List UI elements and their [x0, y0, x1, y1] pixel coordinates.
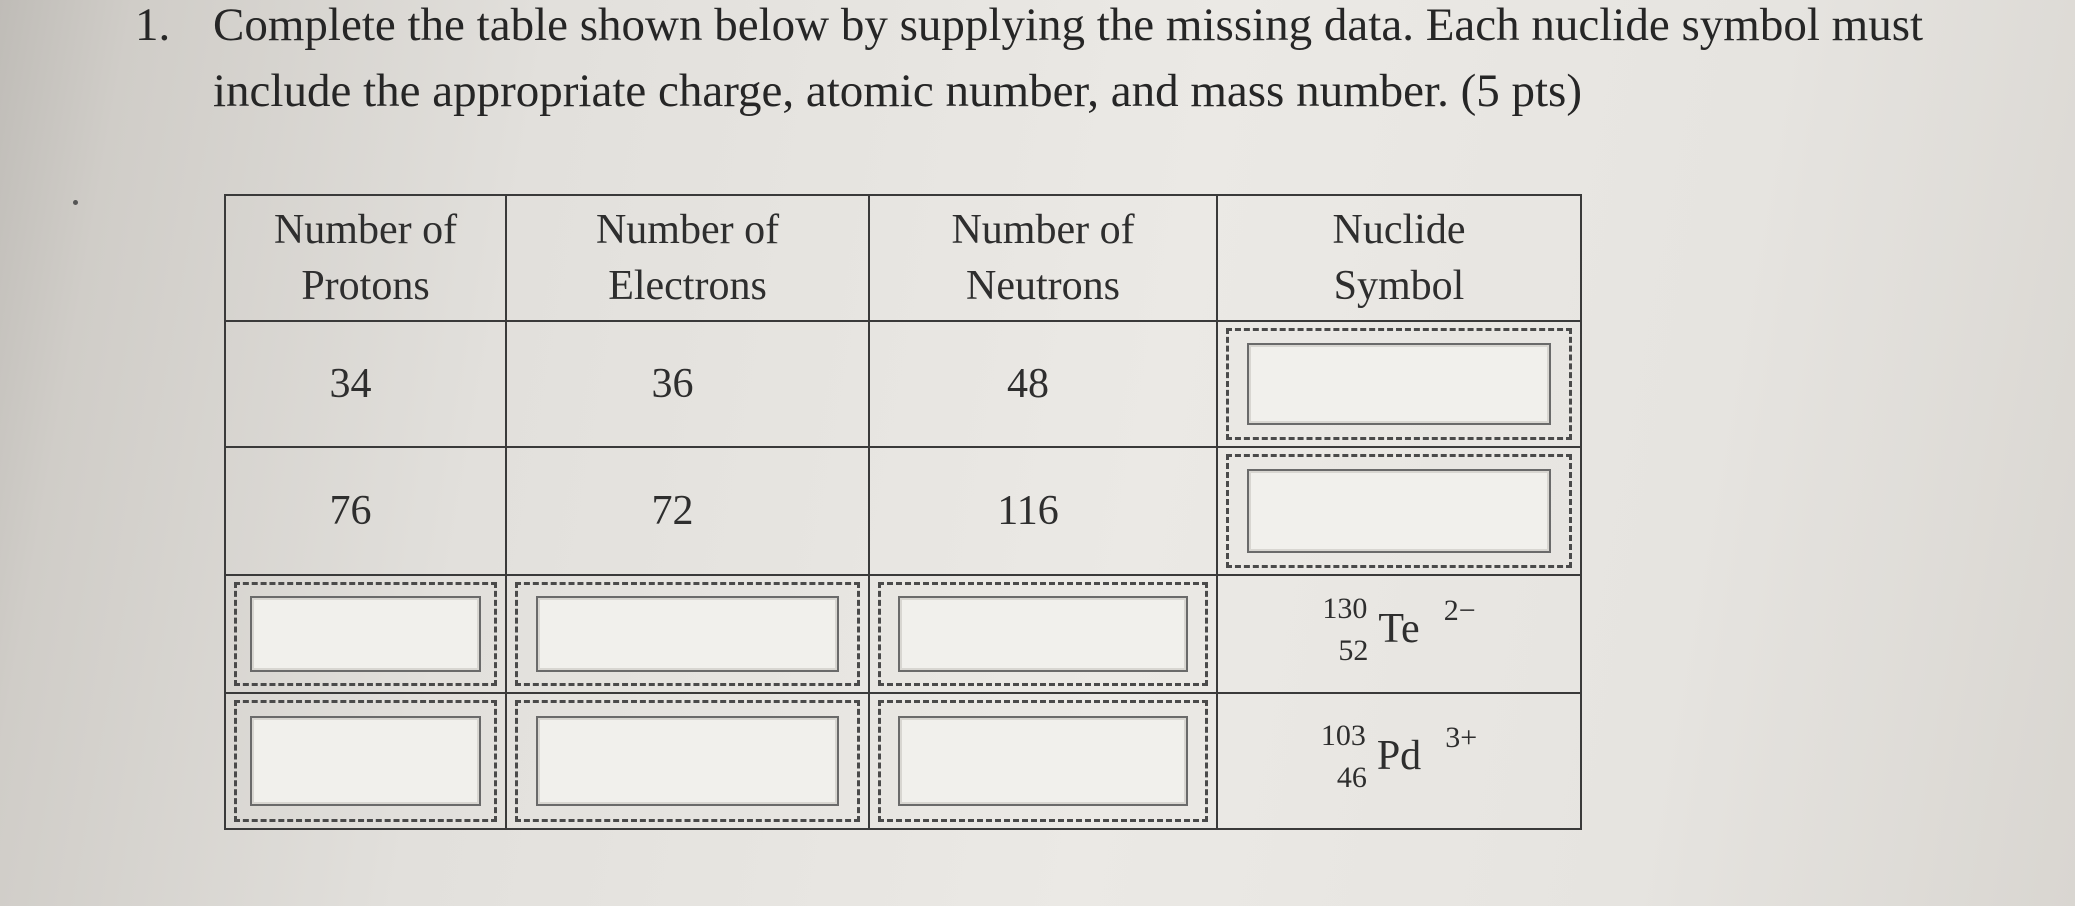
question-number: 1. — [135, 0, 171, 51]
neutrons-answer-box[interactable] — [898, 596, 1187, 673]
ion-charge: 3+ — [1445, 720, 1478, 754]
nuclide-symbol-te — [1322, 591, 1476, 676]
protons-cell — [225, 575, 506, 693]
header-protons: Number of Protons — [225, 195, 506, 321]
answer-drop-zone[interactable] — [515, 582, 860, 686]
table-row — [225, 447, 1581, 575]
electrons-cell: 72 — [506, 447, 869, 575]
header-neutrons: Number of Neutrons — [869, 195, 1217, 321]
electrons-cell — [506, 693, 869, 829]
atomic-number: 46 — [1336, 760, 1367, 794]
nuclide-cell — [1217, 693, 1581, 829]
table-header-row — [225, 195, 1581, 321]
mass-number: 130 — [1322, 591, 1368, 625]
paper-speck — [73, 200, 78, 205]
element-symbol: Te — [1378, 605, 1420, 652]
nuclide-cell — [1217, 447, 1581, 575]
nuclide-symbol-pd — [1320, 718, 1478, 803]
nuclide-answer-box[interactable] — [1247, 343, 1550, 425]
header-electrons: Number of Electrons — [506, 195, 869, 321]
answer-drop-zone[interactable] — [1226, 454, 1572, 568]
ion-charge: 2− — [1443, 593, 1476, 627]
electrons-cell — [506, 575, 869, 693]
protons-cell — [225, 693, 506, 829]
header-nuclide-symbol: Nuclide Symbol — [1217, 195, 1581, 321]
neutrons-cell: 116 — [869, 447, 1217, 575]
protons-answer-box[interactable] — [250, 596, 480, 673]
table-row — [225, 575, 1581, 693]
answer-drop-zone[interactable] — [878, 582, 1208, 686]
question-line-1 — [135, 0, 2065, 58]
question-text — [135, 0, 2065, 124]
neutrons-cell — [869, 575, 1217, 693]
protons-answer-box[interactable] — [250, 716, 480, 806]
answer-drop-zone[interactable] — [1226, 328, 1572, 440]
question-line-1-text: Complete the table shown below by supplying the missing data. Each nuclide symbol must — [213, 0, 1924, 51]
electrons-cell: 36 — [506, 321, 869, 447]
neutrons-answer-box[interactable] — [898, 716, 1187, 806]
electrons-answer-box[interactable] — [536, 716, 838, 806]
nuclide-cell — [1217, 321, 1581, 447]
nuclide-cell — [1217, 575, 1581, 693]
nuclide-table — [224, 194, 1582, 830]
neutrons-cell — [869, 693, 1217, 829]
answer-drop-zone[interactable] — [234, 700, 497, 822]
protons-cell: 34 — [225, 321, 506, 447]
atomic-number: 52 — [1338, 633, 1369, 667]
nuclide-answer-box[interactable] — [1247, 469, 1550, 553]
neutrons-cell: 48 — [869, 321, 1217, 447]
table-row — [225, 321, 1581, 447]
answer-drop-zone[interactable] — [234, 582, 497, 686]
answer-drop-zone[interactable] — [878, 700, 1208, 822]
question-line-2 — [135, 58, 2065, 124]
element-symbol: Pd — [1376, 732, 1422, 779]
question-line-2-text: include the appropriate charge, atomic number, and mass number. (5 pts) — [213, 65, 1582, 117]
electrons-answer-box[interactable] — [536, 596, 838, 673]
table-row — [225, 693, 1581, 829]
protons-cell: 76 — [225, 447, 506, 575]
mass-number: 103 — [1320, 718, 1366, 752]
answer-drop-zone[interactable] — [515, 700, 860, 822]
